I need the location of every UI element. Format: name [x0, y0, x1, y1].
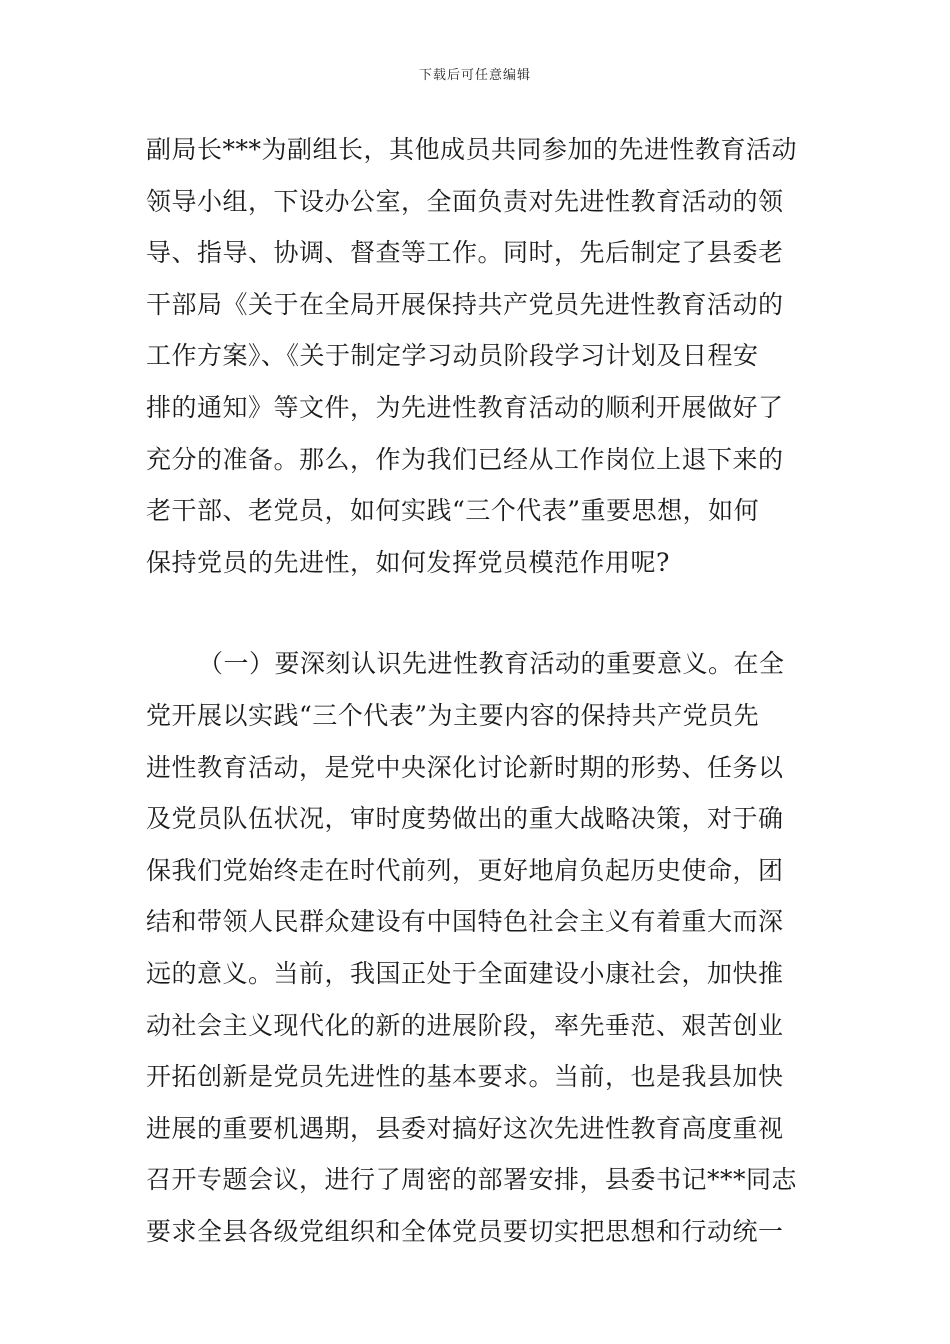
paragraph-2 — [146, 638, 810, 1257]
text-line: 排的通知》等文件，为先进性教育活动的顺利开展做好了 — [146, 392, 784, 422]
document-body — [146, 124, 810, 1257]
text-line: （一）要深刻认识先进性教育活动的重要意义。在全 — [198, 649, 785, 679]
text-line: 领导小组，下设办公室，全面负责对先进性教育活动的领 — [146, 186, 784, 216]
text-line: 远的意义。当前，我国正处于全面建设小康社会，加快推 — [146, 958, 784, 988]
text-line: 及党员队伍状况，审时度势做出的重大战略决策，对于确 — [146, 804, 784, 834]
text-line: 进展的重要机遇期，县委对搞好这次先进性教育高度重视 — [146, 1113, 784, 1143]
text-line: 保持党员的先进性，如何发挥党员模范作用呢? — [146, 547, 670, 577]
text-line: 充分的准备。那么，作为我们已经从工作岗位上退下来的 — [146, 444, 784, 474]
text-line: 进性教育活动，是党中央深化讨论新时期的形势、任务以 — [146, 752, 784, 782]
text-line: 老干部、老党员，如何实践“三个代表”重要思想，如何 — [146, 496, 760, 526]
text-line: 工作方案》、《关于制定学习动员阶段学习计划及日程安 — [146, 341, 759, 371]
text-line: 干部局《关于在全局开展保持共产党员先进性教育活动的 — [146, 289, 784, 319]
text-line: 导、指导、协调、督查等工作。同时，先后制定了县委老 — [146, 238, 784, 268]
text-line: 结和带领人民群众建设有中国特色社会主义有着重大而深 — [146, 907, 784, 937]
text-line: 保我们党始终走在时代前列，更好地肩负起历史使命，团 — [146, 855, 784, 885]
text-line: 副局长***为副组长，其他成员共同参加的先进性教育活动 — [146, 135, 798, 164]
text-line: 要求全县各级党组织和全体党员要切实把思想和行动统一 — [146, 1216, 784, 1246]
paragraph-1 — [146, 124, 810, 588]
text-line: 动社会主义现代化的新的进展阶段，率先垂范、艰苦创业 — [146, 1010, 784, 1040]
text-line: 党开展以实践“三个代表”为主要内容的保持共产党员先 — [146, 700, 760, 730]
text-line: 开拓创新是党员先进性的基本要求。当前，也是我县加快 — [146, 1062, 784, 1092]
text-line: 召开专题会议，进行了周密的部署安排，县委书记***同志 — [146, 1165, 798, 1195]
page-header-note: 下载后可任意编辑 — [418, 68, 531, 83]
paragraph-spacer — [146, 588, 810, 638]
